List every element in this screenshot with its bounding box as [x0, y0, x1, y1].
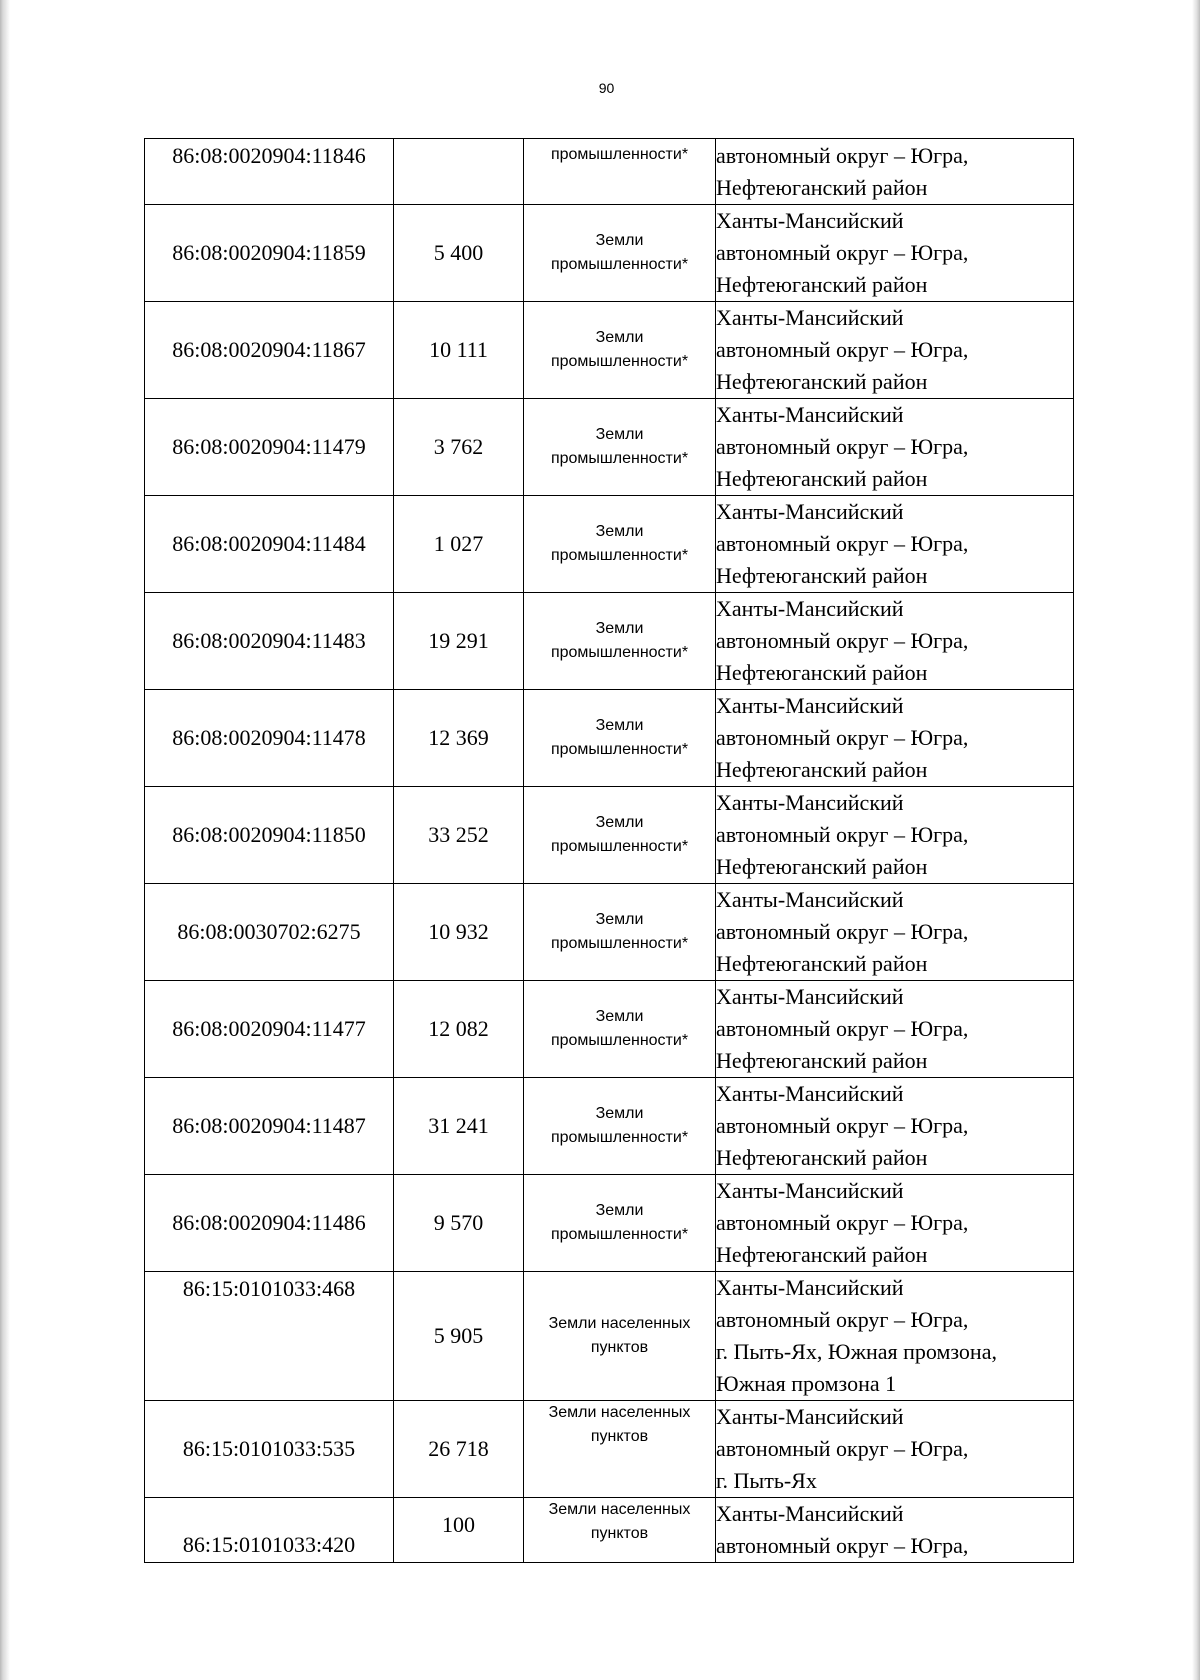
address-cell: [716, 1175, 1074, 1272]
address-line: автономный округ – Югра,: [716, 531, 969, 556]
scan-edge-left: [0, 0, 10, 1680]
land-category-line: пунктов: [590, 1428, 649, 1445]
address-line: автономный округ – Югра,: [716, 142, 969, 168]
cadastral-number-cell: 86:08:0020904:11487: [145, 1078, 394, 1175]
table-row: [145, 1175, 1074, 1272]
address-cell: [716, 593, 1074, 690]
land-category-line: Земли населенных: [548, 1315, 691, 1332]
area-cell: 19 291: [394, 593, 524, 690]
cadastral-number-cell: 86:08:0020904:11484: [145, 496, 394, 593]
table-row: [145, 302, 1074, 399]
address-cell: [716, 1272, 1074, 1401]
land-category-line: Земли: [595, 1202, 644, 1219]
address-line: автономный округ – Югра,: [716, 725, 969, 750]
address-line: Ханты-Мансийский: [716, 1081, 904, 1106]
address-line: Нефтеюганский район: [716, 466, 928, 491]
cadastral-number-cell: 86:08:0020904:11477: [145, 981, 394, 1078]
land-category-line: пунктов: [590, 1339, 649, 1356]
address-line: автономный округ – Югра,: [716, 1113, 969, 1138]
land-category-cell: [524, 690, 716, 787]
address-line: Южная промзона 1: [716, 1371, 897, 1396]
area-cell: 5 400: [394, 205, 524, 302]
table-row: [145, 593, 1074, 690]
address-cell: [716, 399, 1074, 496]
cadastral-number-cell: 86:08:0020904:11486: [145, 1175, 394, 1272]
address-line: Ханты-Мансийский: [716, 596, 904, 621]
scan-edge-right: [1192, 0, 1200, 1680]
address-line: Нефтеюганский район: [716, 272, 928, 297]
land-category-cell: [524, 593, 716, 690]
land-category-cell: [524, 1401, 716, 1498]
area-cell: [394, 139, 524, 205]
land-category-line: промышленности*: [550, 1129, 689, 1146]
address-line: Нефтеюганский район: [716, 563, 928, 588]
address-line: Нефтеюганский район: [716, 660, 928, 685]
address-line: Нефтеюганский район: [716, 174, 928, 200]
address-line: автономный округ – Югра,: [716, 919, 969, 944]
page-number: 90: [598, 80, 615, 96]
address-line: автономный округ – Югра,: [716, 822, 969, 847]
cadastral-number-cell: 86:15:0101033:535: [145, 1401, 394, 1498]
land-category-line: промышленности*: [550, 146, 689, 163]
land-category-line: промышленности*: [550, 547, 689, 564]
land-category-line: Земли: [595, 329, 644, 346]
land-category-cell: [524, 302, 716, 399]
table-row: [145, 1498, 1074, 1563]
address-cell: [716, 1078, 1074, 1175]
land-category-line: Земли: [595, 523, 644, 540]
address-line: Нефтеюганский район: [716, 1242, 928, 1267]
address-line: автономный округ – Югра,: [716, 240, 969, 265]
address-line: Ханты-Мансийский: [716, 984, 904, 1009]
table-row: [145, 787, 1074, 884]
land-category-cell: [524, 787, 716, 884]
address-line: автономный округ – Югра,: [716, 1436, 969, 1461]
land-category-line: промышленности*: [550, 256, 689, 273]
address-line: автономный округ – Югра,: [716, 434, 969, 459]
cadastral-number-cell: 86:08:0020904:11483: [145, 593, 394, 690]
address-line: автономный округ – Югра,: [716, 337, 969, 362]
cadastral-number-cell: 86:15:0101033:420: [145, 1498, 394, 1563]
table-row: [145, 1401, 1074, 1498]
address-line: Ханты-Мансийский: [716, 305, 904, 330]
address-cell: [716, 302, 1074, 399]
address-line: автономный округ – Югра,: [716, 628, 969, 653]
address-cell: [716, 884, 1074, 981]
address-line: Нефтеюганский район: [716, 1145, 928, 1170]
address-line: Нефтеюганский район: [716, 1048, 928, 1073]
address-line: Ханты-Мансийский: [716, 402, 904, 427]
table-row: [145, 496, 1074, 593]
cadastral-number-cell: 86:15:0101033:468: [145, 1272, 394, 1401]
address-line: г. Пыть-Ях: [716, 1468, 817, 1493]
address-line: Нефтеюганский район: [716, 369, 928, 394]
land-category-line: Земли: [595, 814, 644, 831]
address-cell: [716, 1401, 1074, 1498]
land-category-line: Земли: [595, 911, 644, 928]
address-line: Нефтеюганский район: [716, 951, 928, 976]
land-category-cell: [524, 399, 716, 496]
table-row: [145, 1272, 1074, 1401]
address-line: Ханты-Мансийский: [716, 693, 904, 718]
land-category-line: Земли: [595, 1105, 644, 1122]
address-line: автономный округ – Югра,: [716, 1533, 969, 1558]
land-category-cell: [524, 205, 716, 302]
land-category-line: промышленности*: [550, 450, 689, 467]
land-category-line: промышленности*: [550, 644, 689, 661]
address-line: г. Пыть-Ях, Южная промзона,: [716, 1339, 997, 1364]
land-category-cell: [524, 139, 716, 205]
address-line: Ханты-Мансийский: [716, 1275, 904, 1300]
cadastral-number-cell: 86:08:0020904:11846: [145, 139, 394, 205]
area-cell: 10 932: [394, 884, 524, 981]
cadastral-number-cell: 86:08:0020904:11859: [145, 205, 394, 302]
land-category-line: Земли: [595, 232, 644, 249]
land-category-cell: [524, 1272, 716, 1401]
land-category-line: Земли населенных: [548, 1404, 691, 1421]
area-cell: 3 762: [394, 399, 524, 496]
address-line: Нефтеюганский район: [716, 757, 928, 782]
table-row: [145, 690, 1074, 787]
area-cell: 9 570: [394, 1175, 524, 1272]
land-category-cell: [524, 496, 716, 593]
address-cell: [716, 690, 1074, 787]
address-cell: [716, 205, 1074, 302]
address-line: Ханты-Мансийский: [716, 1404, 904, 1429]
area-cell: 100: [394, 1498, 524, 1563]
area-cell: 26 718: [394, 1401, 524, 1498]
land-category-cell: [524, 1498, 716, 1563]
land-category-cell: [524, 884, 716, 981]
cadastral-number-cell: 86:08:0020904:11479: [145, 399, 394, 496]
area-cell: 10 111: [394, 302, 524, 399]
area-cell: 5 905: [394, 1272, 524, 1401]
address-cell: [716, 496, 1074, 593]
area-cell: 31 241: [394, 1078, 524, 1175]
address-line: Ханты-Мансийский: [716, 499, 904, 524]
land-category-line: Земли: [595, 426, 644, 443]
table-row: [145, 981, 1074, 1078]
address-cell: [716, 139, 1074, 205]
address-line: Ханты-Мансийский: [716, 1178, 904, 1203]
address-cell: [716, 1498, 1074, 1563]
table-row: [145, 884, 1074, 981]
land-category-line: Земли: [595, 717, 644, 734]
cadastral-number-cell: 86:08:0020904:11478: [145, 690, 394, 787]
area-cell: 33 252: [394, 787, 524, 884]
land-parcels-table: [144, 138, 1074, 1563]
area-cell: 12 082: [394, 981, 524, 1078]
address-cell: [716, 787, 1074, 884]
land-category-line: Земли: [595, 620, 644, 637]
address-line: автономный округ – Югра,: [716, 1016, 969, 1041]
address-line: Ханты-Мансийский: [716, 1501, 904, 1526]
cadastral-number-cell: 86:08:0030702:6275: [145, 884, 394, 981]
address-line: Ханты-Мансийский: [716, 790, 904, 815]
land-category-line: пунктов: [590, 1525, 649, 1542]
land-category-line: промышленности*: [550, 838, 689, 855]
land-category-cell: [524, 981, 716, 1078]
address-line: Ханты-Мансийский: [716, 208, 904, 233]
land-category-line: промышленности*: [550, 741, 689, 758]
cadastral-number-cell: 86:08:0020904:11850: [145, 787, 394, 884]
area-cell: 1 027: [394, 496, 524, 593]
address-line: Ханты-Мансийский: [716, 887, 904, 912]
land-category-line: промышленности*: [550, 1032, 689, 1049]
land-category-line: промышленности*: [550, 1226, 689, 1243]
address-line: автономный округ – Югра,: [716, 1307, 969, 1332]
table-row: [145, 1078, 1074, 1175]
area-cell: 12 369: [394, 690, 524, 787]
land-category-line: промышленности*: [550, 935, 689, 952]
address-cell: [716, 981, 1074, 1078]
address-line: автономный округ – Югра,: [716, 1210, 969, 1235]
land-category-line: Земли: [595, 1008, 644, 1025]
land-category-line: Земли населенных: [548, 1501, 691, 1518]
cadastral-number-cell: 86:08:0020904:11867: [145, 302, 394, 399]
land-category-cell: [524, 1175, 716, 1272]
land-category-line: промышленности*: [550, 353, 689, 370]
table-row: [145, 139, 1074, 205]
address-line: Нефтеюганский район: [716, 854, 928, 879]
table-row: [145, 399, 1074, 496]
land-category-cell: [524, 1078, 716, 1175]
table-row: [145, 205, 1074, 302]
